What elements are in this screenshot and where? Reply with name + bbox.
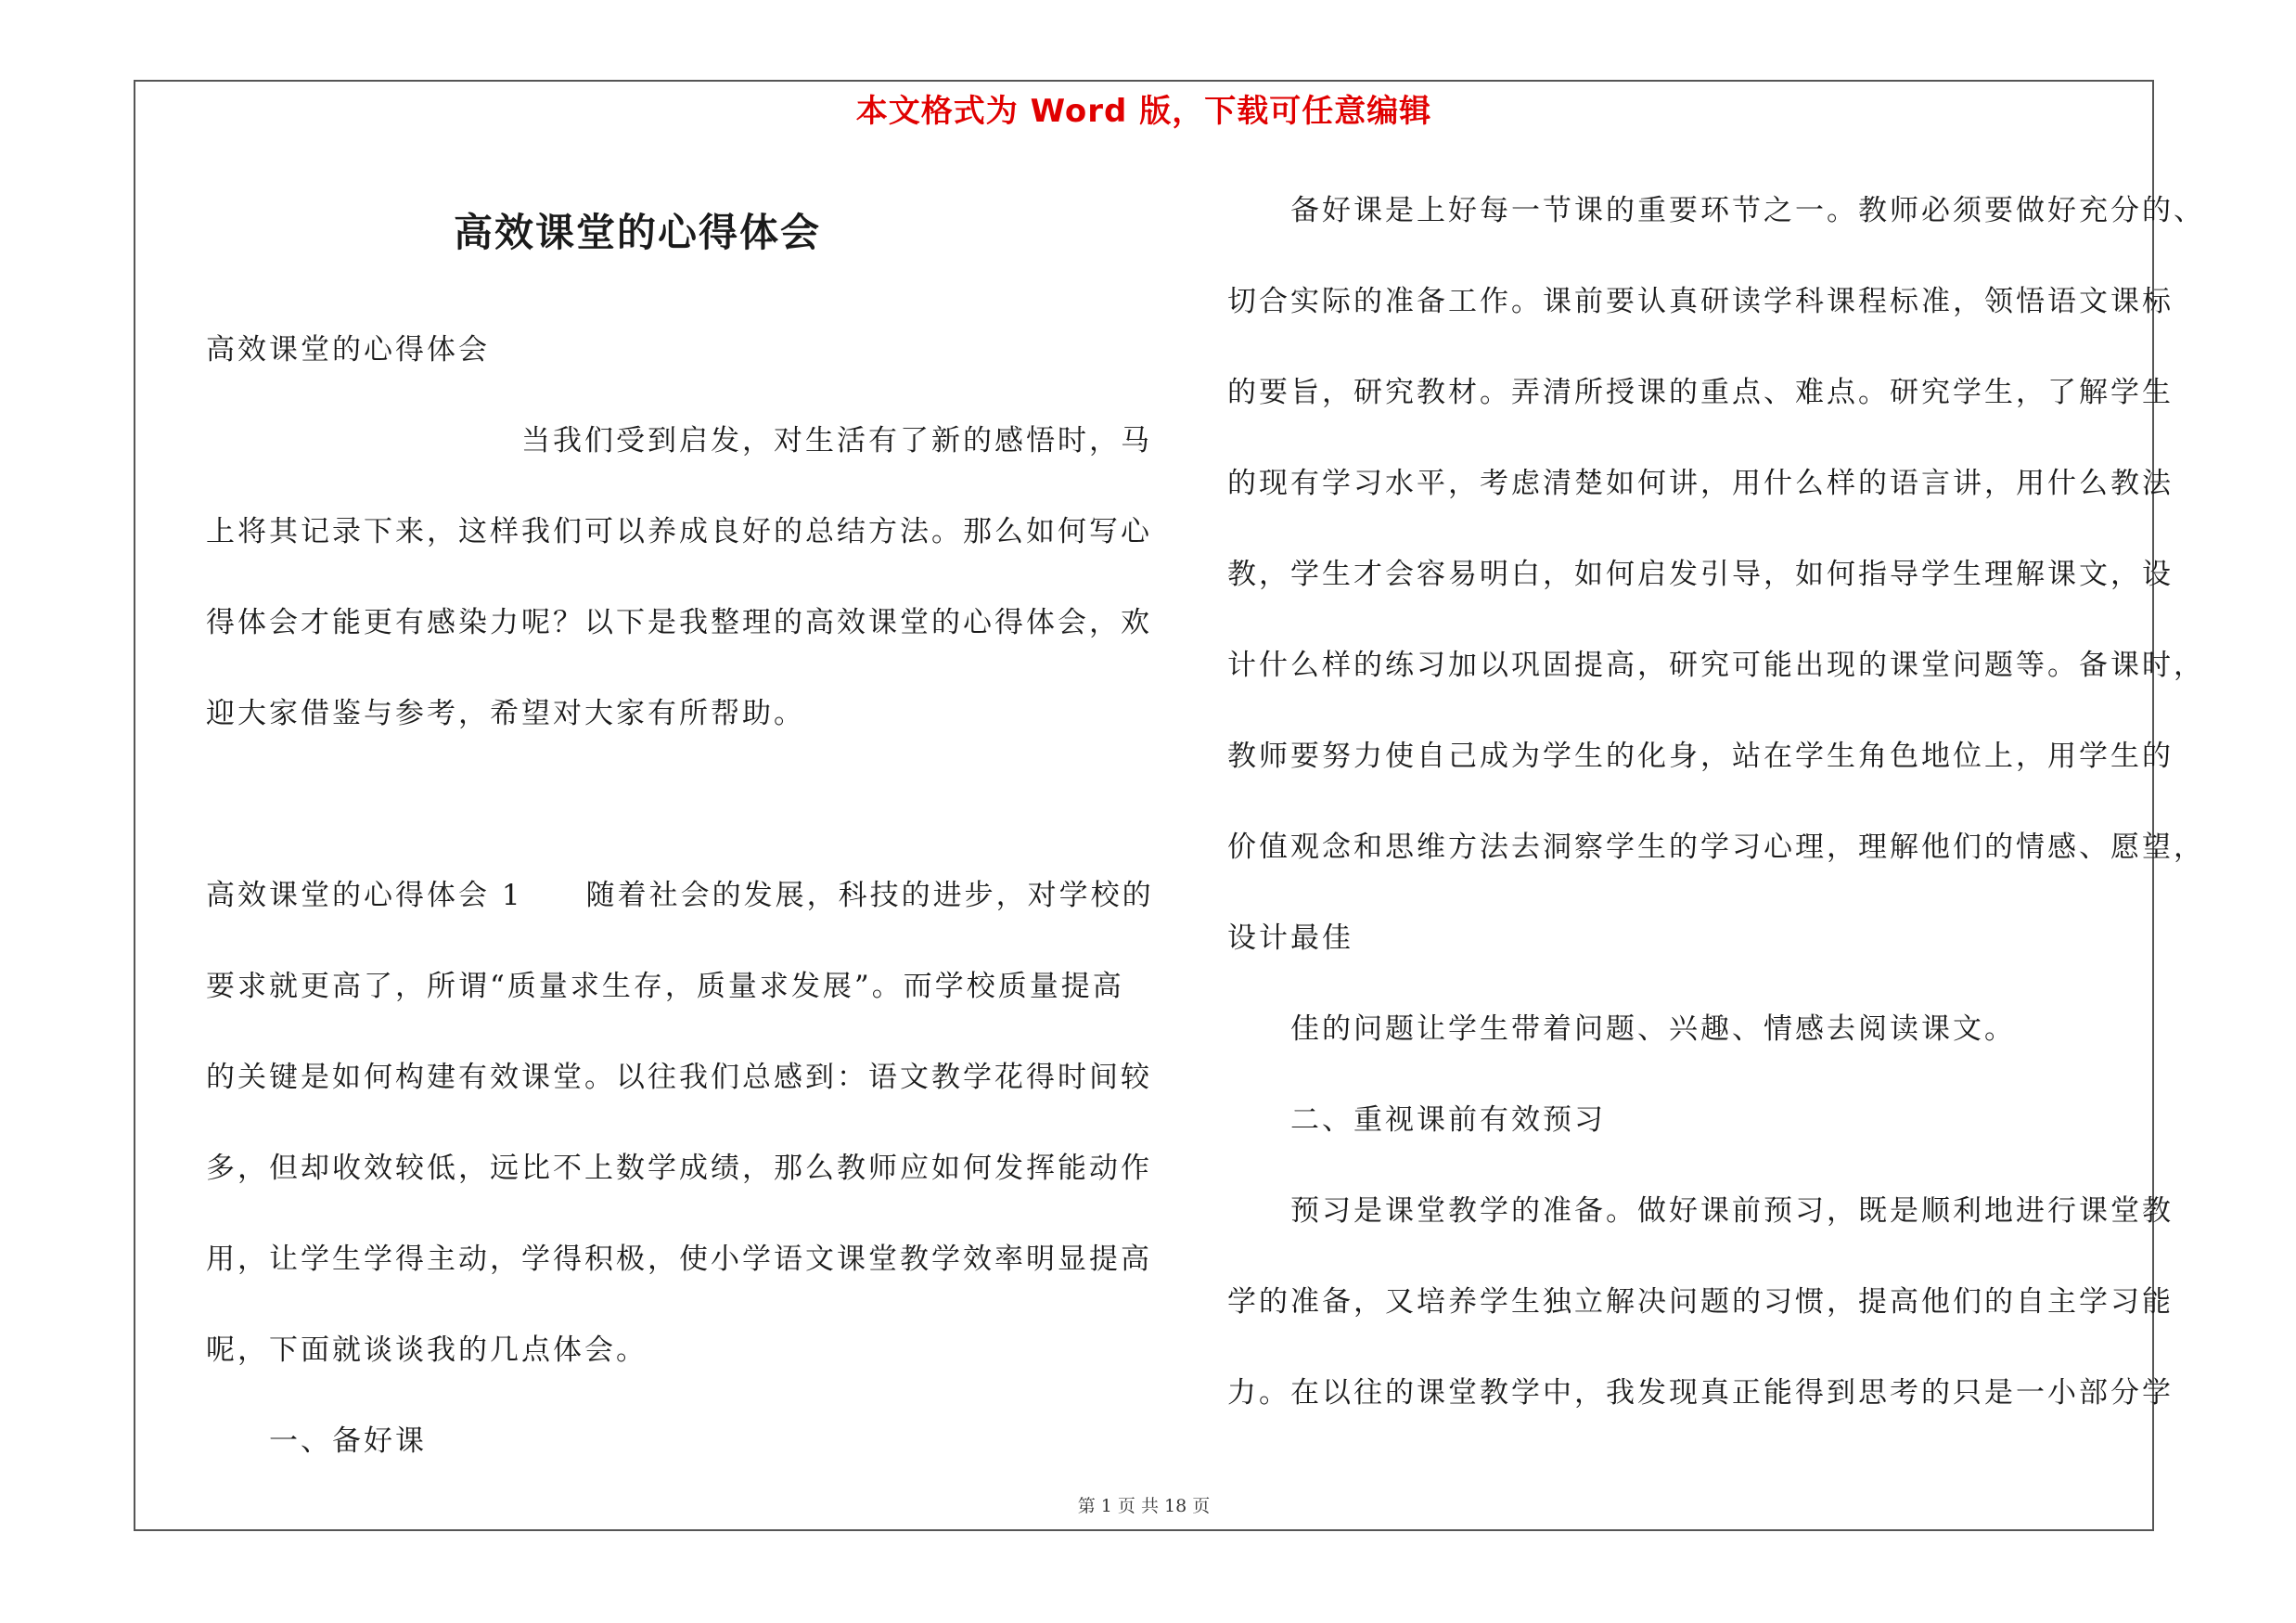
text-line: 学的准备，又培养学生独立解决问题的习惯，提高他们的自主学习能: [1227, 1285, 2174, 1319]
text-line: 高效课堂的心得体会 1 随着社会的发展，科技的进步，对学校的: [206, 879, 1154, 912]
right-column: [1227, 165, 2205, 1438]
paragraph-gap: [206, 759, 1124, 850]
format-banner: 本文格式为 Word 版，下载可任意编辑: [855, 93, 1432, 130]
text-line: 佳的问题让学生带着问题、兴趣、情感去阅读课文。: [1227, 1012, 2016, 1046]
text-line: 的要旨，研究教材。弄清所授课的重点、难点。研究学生，了解学生: [1227, 376, 2174, 409]
text-line: 呢，下面就谈谈我的几点体会。: [206, 1333, 648, 1367]
text-line: 设计最佳: [1227, 921, 1353, 955]
left-column: [206, 304, 1154, 1487]
text-line: 计什么样的练习加以巩固提高，研究可能出现的课堂问题等。备课时，: [1227, 649, 2205, 682]
text-line: 迎大家借鉴与参考，希望对大家有所帮助。: [206, 697, 805, 730]
text-line: 多，但却收效较低，远比不上数学成绩，那么教师应如何发挥能动作: [206, 1152, 1152, 1185]
text-line: 教，学生才会容易明白，如何启发引导，如何指导学生理解课文，设: [1227, 558, 2174, 591]
section-heading: 一、备好课: [206, 1424, 427, 1458]
text-line: 当我们受到启发，对生活有了新的感悟时，马: [206, 424, 1152, 457]
section-heading: 二、重视课前有效预习: [1227, 1103, 1606, 1137]
text-line: 的关键是如何构建有效课堂。以往我们总感到：语文教学花得时间较: [206, 1061, 1152, 1094]
text-line: 力。在以往的课堂教学中，我发现真正能得到思考的只是一小部分学: [1227, 1376, 2174, 1410]
text-line: 教师要努力使自己成为学生的化身，站在学生角色地位上，用学生的: [1227, 740, 2174, 773]
text-line: 高效课堂的心得体会: [206, 333, 490, 367]
text-line: 预习是课堂教学的准备。做好课前预习，既是顺利地进行课堂教: [1227, 1194, 2174, 1228]
text-line: 用，让学生学得主动，学得积极，使小学语文课堂教学效率明显提高: [206, 1243, 1152, 1276]
text-line: 切合实际的准备工作。课前要认真研读学科课程标准，领悟语文课标: [1227, 285, 2174, 318]
text-line: 价值观念和思维方法去洞察学生的学习心理，理解他们的情感、愿望，: [1227, 831, 2205, 864]
document-title: 高效课堂的心得体会: [453, 210, 821, 255]
text-line: 要求就更高了，所谓“质量求生存，质量求发展”。而学校质量提高: [206, 970, 1124, 1003]
text-line: 备好课是上好每一节课的重要环节之一。教师必须要做好充分的、: [1227, 194, 2205, 227]
text-line: 上将其记录下来，这样我们可以养成良好的总结方法。那么如何写心: [206, 515, 1152, 548]
page-number-footer: 第 1 页 共 18 页: [1077, 1496, 1211, 1516]
text-line: 的现有学习水平，考虑清楚如何讲，用什么样的语言讲，用什么教法: [1227, 467, 2174, 500]
text-line: 得体会才能更有感染力呢？以下是我整理的高效课堂的心得体会，欢: [206, 606, 1152, 639]
